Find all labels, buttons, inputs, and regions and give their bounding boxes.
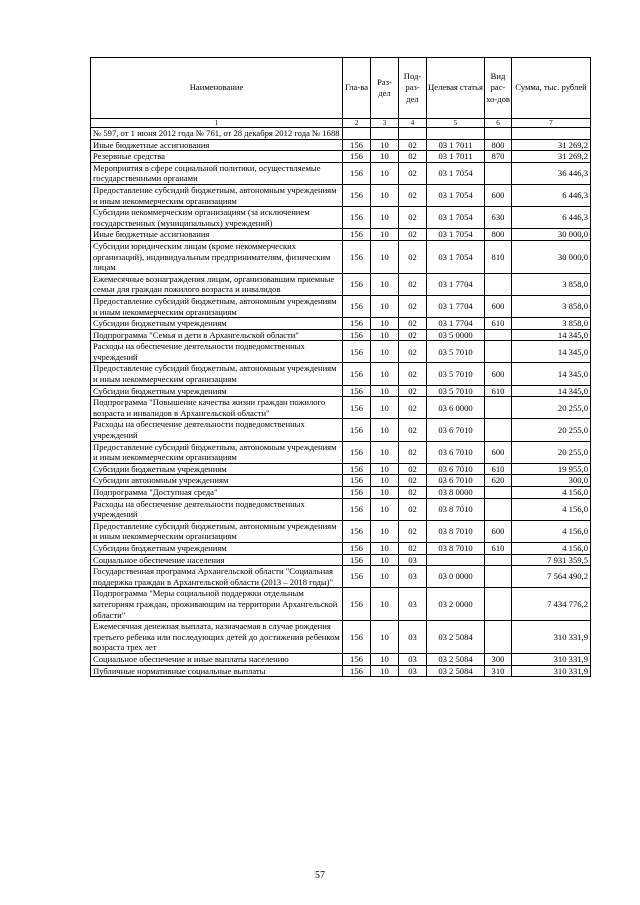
row-vid bbox=[485, 498, 512, 520]
row-razdel: 10 bbox=[371, 566, 399, 588]
row-glava: 156 bbox=[343, 329, 371, 341]
row-name: Подпрограмма "Семья и дети в Архангельской области" bbox=[91, 329, 343, 341]
row-razdel: 10 bbox=[371, 397, 399, 419]
row-podrazdel: 02 bbox=[399, 184, 427, 206]
row-razdel: 10 bbox=[371, 273, 399, 295]
row-podrazdel: 02 bbox=[399, 341, 427, 363]
row-podrazdel: 02 bbox=[399, 542, 427, 554]
row-podrazdel: 02 bbox=[399, 498, 427, 520]
row-vid bbox=[485, 273, 512, 295]
table-row bbox=[91, 184, 591, 206]
row-glava: 156 bbox=[343, 419, 371, 441]
row-summa: 4 156,0 bbox=[512, 542, 591, 554]
row-vid bbox=[485, 128, 512, 140]
row-podrazdel: 02 bbox=[399, 475, 427, 487]
table-row bbox=[91, 554, 591, 566]
row-statya: 03 1 7011 bbox=[427, 151, 485, 163]
row-razdel: 10 bbox=[371, 139, 399, 151]
row-summa: 7 931 359,5 bbox=[512, 554, 591, 566]
row-summa: 31 269,2 bbox=[512, 139, 591, 151]
row-glava: 156 bbox=[343, 441, 371, 463]
row-statya: 03 6 7010 bbox=[427, 441, 485, 463]
row-podrazdel: 02 bbox=[399, 385, 427, 397]
row-glava: 156 bbox=[343, 240, 371, 273]
column-number: 1 bbox=[91, 119, 343, 128]
row-glava: 156 bbox=[343, 184, 371, 206]
row-summa: 4 156,0 bbox=[512, 498, 591, 520]
budget-table-container bbox=[90, 57, 590, 677]
row-razdel: 10 bbox=[371, 295, 399, 317]
row-statya: 03 1 7704 bbox=[427, 273, 485, 295]
row-statya: 03 1 7054 bbox=[427, 184, 485, 206]
row-podrazdel: 02 bbox=[399, 295, 427, 317]
page-number: 57 bbox=[315, 870, 325, 881]
row-summa bbox=[512, 128, 591, 140]
row-razdel: 10 bbox=[371, 329, 399, 341]
row-razdel: 10 bbox=[371, 318, 399, 330]
row-statya: 03 6 7010 bbox=[427, 463, 485, 475]
table-row bbox=[91, 397, 591, 419]
row-summa: 310 331,9 bbox=[512, 665, 591, 677]
row-summa: 36 446,3 bbox=[512, 162, 591, 184]
row-summa: 30 000,0 bbox=[512, 229, 591, 241]
row-vid bbox=[485, 329, 512, 341]
row-podrazdel bbox=[399, 128, 427, 140]
row-summa: 7 434 776,2 bbox=[512, 588, 591, 621]
header-statya: Целевая статья bbox=[427, 58, 485, 119]
row-name: Ежемесячная денежная выплата, назначаемая в случае рождения третьего ребенка или последующих детей до достижения ребенком возраста трех лет bbox=[91, 621, 343, 654]
row-glava: 156 bbox=[343, 397, 371, 419]
table-row bbox=[91, 487, 591, 499]
row-vid: 800 bbox=[485, 139, 512, 151]
row-podrazdel: 02 bbox=[399, 397, 427, 419]
row-summa: 20 255,0 bbox=[512, 441, 591, 463]
column-number: 5 bbox=[427, 119, 485, 128]
row-razdel: 10 bbox=[371, 385, 399, 397]
row-podrazdel: 02 bbox=[399, 240, 427, 273]
row-statya: 03 2 5084 bbox=[427, 665, 485, 677]
row-statya: 03 5 7010 bbox=[427, 341, 485, 363]
row-podrazdel: 03 bbox=[399, 621, 427, 654]
row-statya: 03 1 7011 bbox=[427, 139, 485, 151]
table-row bbox=[91, 463, 591, 475]
row-glava: 156 bbox=[343, 487, 371, 499]
row-razdel: 10 bbox=[371, 542, 399, 554]
row-name: Социальное обеспечение населения bbox=[91, 554, 343, 566]
row-glava bbox=[343, 128, 371, 140]
row-name: Субсидии некоммерческим организациям (за исключением государственных (муниципальных) учреждений) bbox=[91, 207, 343, 229]
table-row bbox=[91, 441, 591, 463]
row-podrazdel: 02 bbox=[399, 162, 427, 184]
table-row bbox=[91, 363, 591, 385]
row-glava: 156 bbox=[343, 318, 371, 330]
row-statya: 03 2 5084 bbox=[427, 653, 485, 665]
row-razdel: 10 bbox=[371, 207, 399, 229]
header-name: Наименование bbox=[91, 58, 343, 119]
row-vid: 600 bbox=[485, 520, 512, 542]
row-statya: 03 8 7010 bbox=[427, 542, 485, 554]
column-number-row bbox=[91, 119, 591, 128]
row-name: Расходы на обеспечение деятельности подведомственных учреждений bbox=[91, 341, 343, 363]
row-razdel: 10 bbox=[371, 341, 399, 363]
row-summa: 14 345,0 bbox=[512, 363, 591, 385]
row-vid: 610 bbox=[485, 542, 512, 554]
row-name: Предоставление субсидий бюджетным, автономным учреждениям и иным некоммерческим организациям bbox=[91, 520, 343, 542]
row-summa: 19 955,0 bbox=[512, 463, 591, 475]
row-glava: 156 bbox=[343, 498, 371, 520]
row-glava: 156 bbox=[343, 554, 371, 566]
row-vid bbox=[485, 419, 512, 441]
row-statya: 03 8 0000 bbox=[427, 487, 485, 499]
header-razdel: Раз-дел bbox=[371, 58, 399, 119]
row-vid: 620 bbox=[485, 475, 512, 487]
row-name: Подпрограмма "Меры социальной поддержки отдельным категориям граждан, проживающим на территории Архангельской области" bbox=[91, 588, 343, 621]
row-vid: 610 bbox=[485, 385, 512, 397]
row-vid bbox=[485, 162, 512, 184]
row-statya: 03 5 7010 bbox=[427, 363, 485, 385]
row-glava: 156 bbox=[343, 385, 371, 397]
row-vid: 630 bbox=[485, 207, 512, 229]
column-number: 3 bbox=[371, 119, 399, 128]
row-statya: 03 1 7704 bbox=[427, 318, 485, 330]
row-podrazdel: 03 bbox=[399, 588, 427, 621]
row-statya bbox=[427, 554, 485, 566]
row-statya: 03 0 0000 bbox=[427, 566, 485, 588]
row-statya: 03 5 7010 bbox=[427, 385, 485, 397]
row-glava: 156 bbox=[343, 162, 371, 184]
row-vid: 600 bbox=[485, 184, 512, 206]
row-name: Предоставление субсидий бюджетным, автономным учреждениям и иным некоммерческим организациям bbox=[91, 184, 343, 206]
row-podrazdel: 02 bbox=[399, 229, 427, 241]
row-podrazdel: 03 bbox=[399, 653, 427, 665]
header-vid: Вид рас-хо-дов bbox=[485, 58, 512, 119]
row-vid: 800 bbox=[485, 229, 512, 241]
row-statya: 03 1 7054 bbox=[427, 240, 485, 273]
row-razdel: 10 bbox=[371, 419, 399, 441]
row-name: Субсидии автономным учреждениям bbox=[91, 475, 343, 487]
row-razdel: 10 bbox=[371, 441, 399, 463]
row-glava: 156 bbox=[343, 151, 371, 163]
row-statya: 03 6 7010 bbox=[427, 419, 485, 441]
table-row bbox=[91, 475, 591, 487]
row-podrazdel: 02 bbox=[399, 151, 427, 163]
row-glava: 156 bbox=[343, 207, 371, 229]
table-row bbox=[91, 385, 591, 397]
row-glava: 156 bbox=[343, 653, 371, 665]
row-vid bbox=[485, 621, 512, 654]
row-razdel: 10 bbox=[371, 665, 399, 677]
table-header bbox=[91, 58, 591, 128]
header-row bbox=[91, 58, 591, 119]
row-razdel: 10 bbox=[371, 240, 399, 273]
row-vid bbox=[485, 554, 512, 566]
row-summa: 3 858,0 bbox=[512, 295, 591, 317]
row-name: Расходы на обеспечение деятельности подведомственных учреждений bbox=[91, 498, 343, 520]
row-name: Предоставление субсидий бюджетным, автономным учреждениям и иным некоммерческим организациям bbox=[91, 295, 343, 317]
row-name: Субсидии бюджетным учреждениям bbox=[91, 542, 343, 554]
row-name: Социальное обеспечение и иные выплаты населению bbox=[91, 653, 343, 665]
row-vid: 870 bbox=[485, 151, 512, 163]
table-row bbox=[91, 229, 591, 241]
table-row bbox=[91, 621, 591, 654]
row-vid: 600 bbox=[485, 363, 512, 385]
row-name: Мероприятия в сфере социальной политики, осуществляемые государственными органами bbox=[91, 162, 343, 184]
row-summa: 3 858,0 bbox=[512, 273, 591, 295]
row-razdel: 10 bbox=[371, 588, 399, 621]
row-razdel bbox=[371, 128, 399, 140]
row-vid bbox=[485, 397, 512, 419]
row-glava: 156 bbox=[343, 139, 371, 151]
row-podrazdel: 02 bbox=[399, 207, 427, 229]
table-row bbox=[91, 151, 591, 163]
row-statya: 03 1 7054 bbox=[427, 162, 485, 184]
row-statya: 03 1 7054 bbox=[427, 207, 485, 229]
row-razdel: 10 bbox=[371, 498, 399, 520]
table-row bbox=[91, 520, 591, 542]
table-row bbox=[91, 273, 591, 295]
row-razdel: 10 bbox=[371, 229, 399, 241]
row-name: Резервные средства bbox=[91, 151, 343, 163]
table-body bbox=[91, 128, 591, 677]
row-podrazdel: 03 bbox=[399, 554, 427, 566]
table-row bbox=[91, 498, 591, 520]
row-razdel: 10 bbox=[371, 520, 399, 542]
row-podrazdel: 02 bbox=[399, 273, 427, 295]
row-razdel: 10 bbox=[371, 162, 399, 184]
row-name: Субсидии бюджетным учреждениям bbox=[91, 463, 343, 475]
table-row bbox=[91, 139, 591, 151]
row-podrazdel: 02 bbox=[399, 463, 427, 475]
row-vid: 810 bbox=[485, 240, 512, 273]
table-row bbox=[91, 329, 591, 341]
row-summa: 310 331,9 bbox=[512, 653, 591, 665]
row-statya: 03 2 5084 bbox=[427, 621, 485, 654]
row-summa: 30 000,0 bbox=[512, 240, 591, 273]
row-statya: 03 2 0000 bbox=[427, 588, 485, 621]
row-razdel: 10 bbox=[371, 487, 399, 499]
table-row bbox=[91, 542, 591, 554]
row-statya bbox=[427, 128, 485, 140]
row-name: Субсидии бюджетным учреждениям bbox=[91, 385, 343, 397]
row-podrazdel: 02 bbox=[399, 520, 427, 542]
table-row bbox=[91, 318, 591, 330]
row-podrazdel: 02 bbox=[399, 318, 427, 330]
column-number: 7 bbox=[512, 119, 591, 128]
row-summa: 4 156,0 bbox=[512, 487, 591, 499]
row-podrazdel: 02 bbox=[399, 329, 427, 341]
row-name: Предоставление субсидий бюджетным, автономным учреждениям и иным некоммерческим организациям bbox=[91, 441, 343, 463]
row-glava: 156 bbox=[343, 475, 371, 487]
header-glava: Гла-ва bbox=[343, 58, 371, 119]
row-name: Иные бюджетные ассигнования bbox=[91, 139, 343, 151]
table-row bbox=[91, 566, 591, 588]
row-summa: 14 345,0 bbox=[512, 341, 591, 363]
row-podrazdel: 02 bbox=[399, 363, 427, 385]
table-row bbox=[91, 653, 591, 665]
row-glava: 156 bbox=[343, 273, 371, 295]
table-row bbox=[91, 588, 591, 621]
row-glava: 156 bbox=[343, 341, 371, 363]
row-glava: 156 bbox=[343, 229, 371, 241]
row-razdel: 10 bbox=[371, 621, 399, 654]
row-statya: 03 1 7054 bbox=[427, 229, 485, 241]
row-summa: 14 345,0 bbox=[512, 385, 591, 397]
row-glava: 156 bbox=[343, 621, 371, 654]
row-podrazdel: 02 bbox=[399, 487, 427, 499]
row-vid: 600 bbox=[485, 441, 512, 463]
row-name: Ежемесячные вознаграждения лицам, организовавшим приемные семьи для граждан пожилого возраста и инвалидов bbox=[91, 273, 343, 295]
row-podrazdel: 02 bbox=[399, 441, 427, 463]
table-row bbox=[91, 419, 591, 441]
row-glava: 156 bbox=[343, 363, 371, 385]
row-glava: 156 bbox=[343, 588, 371, 621]
row-razdel: 10 bbox=[371, 653, 399, 665]
row-name: Публичные нормативные социальные выплаты bbox=[91, 665, 343, 677]
row-name: Государственная программа Архангельской области "Социальная поддержка граждан в Архангельской области (2013 – 2018 годы)" bbox=[91, 566, 343, 588]
row-summa: 4 156,0 bbox=[512, 520, 591, 542]
row-summa: 14 345,0 bbox=[512, 329, 591, 341]
row-statya: 03 5 0000 bbox=[427, 329, 485, 341]
row-name: Подпрограмма "Повышение качества жизни граждан пожилого возраста и инвалидов в Архангельской области" bbox=[91, 397, 343, 419]
row-name: Подпрограмма "Доступная среда" bbox=[91, 487, 343, 499]
row-vid: 610 bbox=[485, 318, 512, 330]
row-podrazdel: 03 bbox=[399, 665, 427, 677]
row-vid bbox=[485, 588, 512, 621]
row-razdel: 10 bbox=[371, 463, 399, 475]
table-row bbox=[91, 128, 591, 140]
row-podrazdel: 03 bbox=[399, 566, 427, 588]
budget-table bbox=[90, 57, 591, 677]
header-summa: Сумма, тыс. рублей bbox=[512, 58, 591, 119]
table-row bbox=[91, 162, 591, 184]
row-vid: 600 bbox=[485, 295, 512, 317]
row-razdel: 10 bbox=[371, 363, 399, 385]
table-row bbox=[91, 295, 591, 317]
row-vid: 300 bbox=[485, 653, 512, 665]
row-statya: 03 8 7010 bbox=[427, 498, 485, 520]
row-summa: 20 255,0 bbox=[512, 419, 591, 441]
row-name: № 597, от 1 июня 2012 года № 761, от 28 декабря 2012 года № 1688 bbox=[91, 128, 343, 140]
row-summa: 3 858,0 bbox=[512, 318, 591, 330]
row-summa: 6 446,3 bbox=[512, 207, 591, 229]
row-vid bbox=[485, 566, 512, 588]
row-name: Расходы на обеспечение деятельности подведомственных учреждений bbox=[91, 419, 343, 441]
row-summa: 6 446,3 bbox=[512, 184, 591, 206]
row-vid bbox=[485, 487, 512, 499]
table-row bbox=[91, 240, 591, 273]
row-summa: 20 255,0 bbox=[512, 397, 591, 419]
row-summa: 31 269,2 bbox=[512, 151, 591, 163]
table-row bbox=[91, 341, 591, 363]
row-summa: 300,0 bbox=[512, 475, 591, 487]
row-vid: 310 bbox=[485, 665, 512, 677]
row-statya: 03 1 7704 bbox=[427, 295, 485, 317]
column-number: 6 bbox=[485, 119, 512, 128]
row-vid: 610 bbox=[485, 463, 512, 475]
row-glava: 156 bbox=[343, 520, 371, 542]
row-razdel: 10 bbox=[371, 554, 399, 566]
row-statya: 03 6 7010 bbox=[427, 475, 485, 487]
row-glava: 156 bbox=[343, 665, 371, 677]
row-vid bbox=[485, 341, 512, 363]
header-podrazdel: Под-раз-дел bbox=[399, 58, 427, 119]
row-podrazdel: 02 bbox=[399, 419, 427, 441]
row-name: Субсидии бюджетным учреждениям bbox=[91, 318, 343, 330]
row-name: Субсидии юридическим лицам (кроме некоммерческих организаций), индивидуальным предпринимателям, физическим лицам bbox=[91, 240, 343, 273]
row-glava: 156 bbox=[343, 542, 371, 554]
row-name: Иные бюджетные ассигнования bbox=[91, 229, 343, 241]
row-razdel: 10 bbox=[371, 184, 399, 206]
row-summa: 7 564 490,2 bbox=[512, 566, 591, 588]
row-podrazdel: 02 bbox=[399, 139, 427, 151]
row-glava: 156 bbox=[343, 295, 371, 317]
row-glava: 156 bbox=[343, 463, 371, 475]
row-razdel: 10 bbox=[371, 151, 399, 163]
table-row bbox=[91, 665, 591, 677]
column-number: 2 bbox=[343, 119, 371, 128]
row-glava: 156 bbox=[343, 566, 371, 588]
row-statya: 03 6 0000 bbox=[427, 397, 485, 419]
row-summa: 310 331,9 bbox=[512, 621, 591, 654]
row-statya: 03 8 7010 bbox=[427, 520, 485, 542]
row-razdel: 10 bbox=[371, 475, 399, 487]
row-name: Предоставление субсидий бюджетным, автономным учреждениям и иным некоммерческим организациям bbox=[91, 363, 343, 385]
column-number: 4 bbox=[399, 119, 427, 128]
table-row bbox=[91, 207, 591, 229]
